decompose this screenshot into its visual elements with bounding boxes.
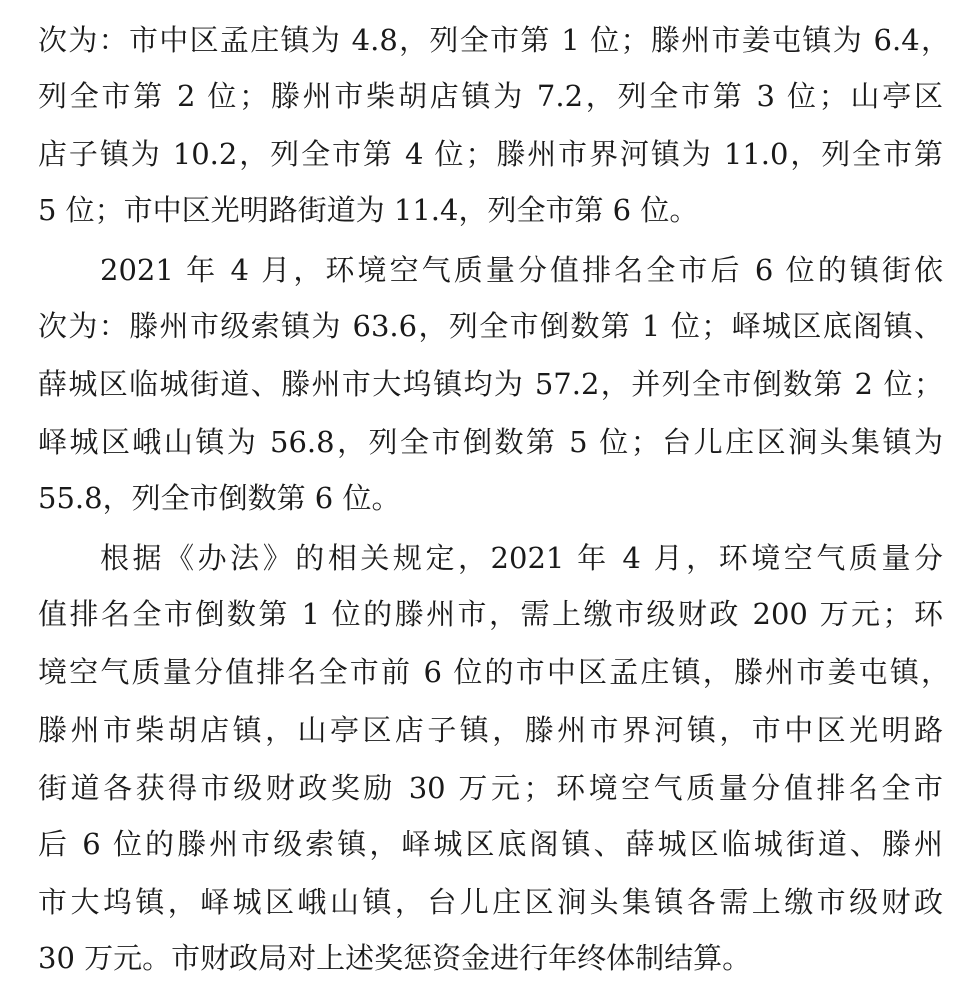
paragraph-1-line-2: 列全市第 2 位；滕州市柴胡店镇为 7.2，列全市第 3 位；山亭区 [38,79,943,113]
paragraph-3-line-1: 根据《办法》的相关规定，2021 年 4 月，环境空气质量分 [100,541,943,575]
paragraph-1-line-3: 店子镇为 10.2，列全市第 4 位；滕州市界河镇为 11.0，列全市第 [38,137,943,171]
paragraph-3-line-8: 30 万元。市财政局对上述奖惩资金进行年终体制结算。 [38,941,752,975]
paragraph-3-line-6: 后 6 位的滕州市级索镇，峄城区底阁镇、薛城区临城街道、滕州 [38,827,943,861]
paragraph-3-line-2: 值排名全市倒数第 1 位的滕州市，需上缴市级财政 200 万元；环 [38,597,943,631]
paragraph-2-line-1: 2021 年 4 月，环境空气质量分值排名全市后 6 位的镇街依 [100,253,943,287]
paragraph-3-line-5: 街道各获得市级财政奖励 30 万元；环境空气质量分值排名全市 [38,771,943,805]
paragraph-1-line-1: 次为：市中区孟庄镇为 4.8，列全市第 1 位；滕州市姜屯镇为 6.4， [38,23,950,57]
paragraph-2-line-2: 次为：滕州市级索镇为 63.6，列全市倒数第 1 位；峄城区底阁镇、 [38,309,943,343]
paragraph-3-line-4: 滕州市柴胡店镇，山亭区店子镇，滕州市界河镇，市中区光明路 [38,713,943,747]
paragraph-2-line-4: 峄城区峨山镇为 56.8，列全市倒数第 5 位；台儿庄区涧头集镇为 [38,425,943,459]
paragraph-3-line-7: 市大坞镇，峄城区峨山镇，台儿庄区涧头集镇各需上缴市级财政 [38,885,943,919]
paragraph-1-line-4: 5 位；市中区光明路街道为 11.4，列全市第 6 位。 [38,193,699,227]
paragraph-2-line-3: 薛城区临城街道、滕州市大坞镇均为 57.2，并列全市倒数第 2 位； [38,367,943,401]
paragraph-3-line-3: 境空气质量分值排名全市前 6 位的市中区孟庄镇，滕州市姜屯镇， [38,655,950,689]
paragraph-2-line-5: 55.8，列全市倒数第 6 位。 [38,481,401,515]
